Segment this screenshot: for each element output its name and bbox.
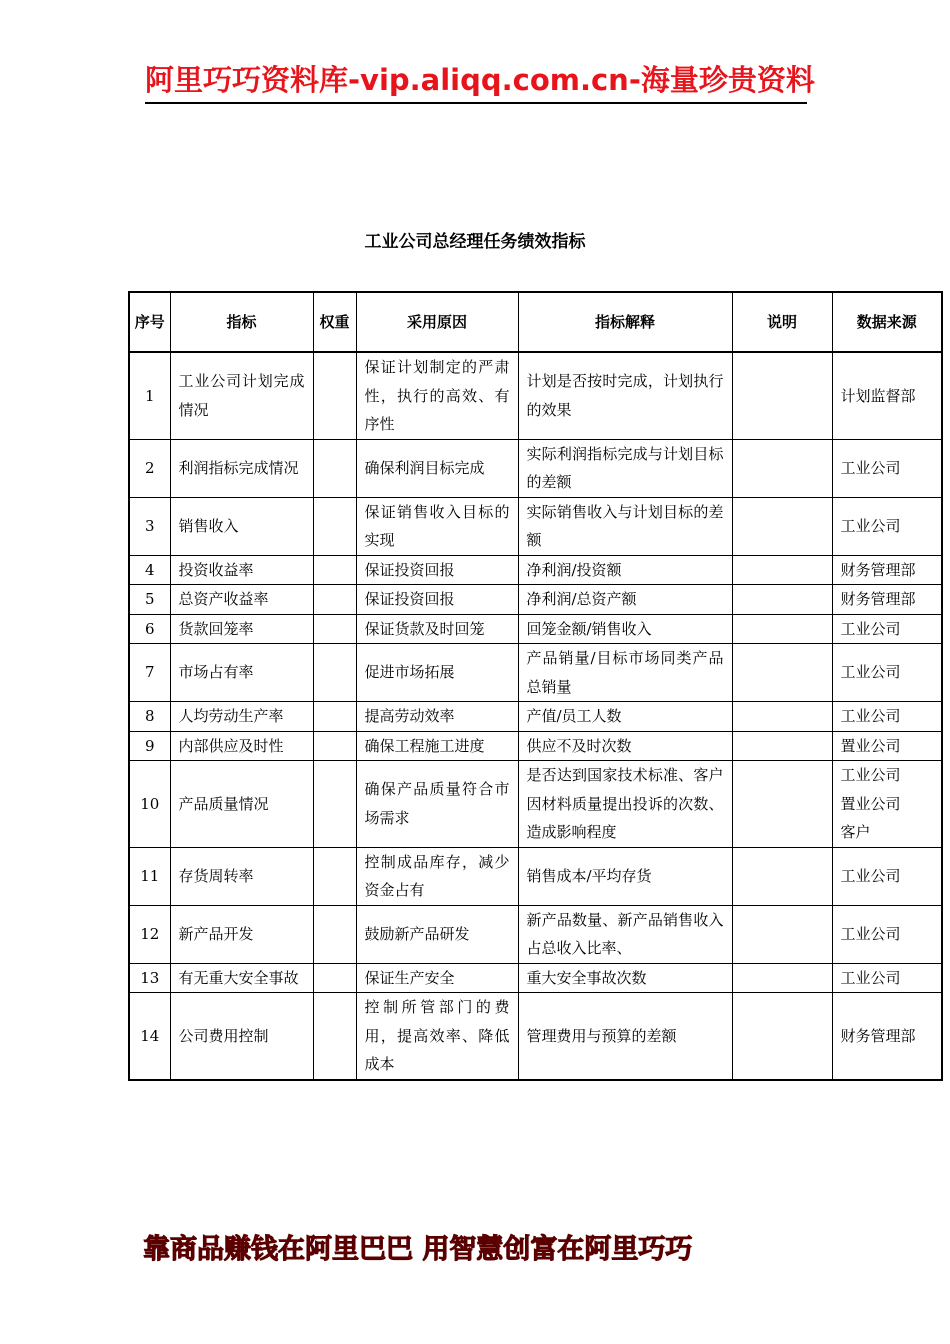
cell-note <box>732 644 832 702</box>
cell-reason: 确保工程施工进度 <box>356 731 518 761</box>
cell-source: 工业公司 <box>832 963 942 993</box>
cell-indicator: 公司费用控制 <box>170 993 313 1080</box>
cell-seq: 14 <box>129 993 170 1080</box>
kpi-table <box>128 291 943 1081</box>
cell-weight <box>313 731 356 761</box>
cell-weight <box>313 644 356 702</box>
table-row <box>129 614 942 644</box>
footer-banner: 靠商品赚钱在阿里巴巴 用智慧创富在阿里巧巧 <box>143 1234 693 1265</box>
cell-source: 工业公司 <box>832 644 942 702</box>
cell-seq: 12 <box>129 905 170 963</box>
table-row <box>129 847 942 905</box>
cell-source: 工业公司 <box>832 497 942 555</box>
cell-indicator: 有无重大安全事故 <box>170 963 313 993</box>
cell-explanation: 回笼金额/销售收入 <box>518 614 732 644</box>
table-header-row <box>129 292 942 352</box>
cell-indicator: 利润指标完成情况 <box>170 439 313 497</box>
cell-note <box>732 702 832 732</box>
cell-indicator: 销售收入 <box>170 497 313 555</box>
column-header-reason: 采用原因 <box>356 292 518 352</box>
table-body <box>129 352 942 1080</box>
cell-source: 工业公司 <box>832 702 942 732</box>
cell-reason: 促进市场拓展 <box>356 644 518 702</box>
cell-weight <box>313 439 356 497</box>
cell-weight <box>313 352 356 439</box>
cell-weight <box>313 555 356 585</box>
table-row <box>129 555 942 585</box>
cell-seq: 2 <box>129 439 170 497</box>
table-row <box>129 439 942 497</box>
table-row <box>129 644 942 702</box>
cell-reason: 保证投资回报 <box>356 585 518 615</box>
cell-seq: 9 <box>129 731 170 761</box>
cell-reason: 保证计划制定的严肃性，执行的高效、有序性 <box>356 352 518 439</box>
cell-reason: 控制所管部门的费用，提高效率、降低成本 <box>356 993 518 1080</box>
column-header-weight: 权重 <box>313 292 356 352</box>
column-header-explanation: 指标解释 <box>518 292 732 352</box>
cell-weight <box>313 905 356 963</box>
cell-source: 工业公司 <box>832 614 942 644</box>
table-row <box>129 497 942 555</box>
cell-weight <box>313 585 356 615</box>
cell-weight <box>313 993 356 1080</box>
cell-indicator: 人均劳动生产率 <box>170 702 313 732</box>
cell-explanation: 销售成本/平均存货 <box>518 847 732 905</box>
cell-weight <box>313 702 356 732</box>
cell-reason: 保证货款及时回笼 <box>356 614 518 644</box>
cell-explanation: 产品销量/目标市场同类产品总销量 <box>518 644 732 702</box>
cell-source: 工业公司 <box>832 905 942 963</box>
cell-reason: 保证投资回报 <box>356 555 518 585</box>
cell-note <box>732 905 832 963</box>
cell-indicator: 工业公司计划完成情况 <box>170 352 313 439</box>
cell-seq: 5 <box>129 585 170 615</box>
cell-source: 工业公司 <box>832 439 942 497</box>
cell-source: 工业公司 置业公司 客户 <box>832 761 942 848</box>
cell-indicator: 总资产收益率 <box>170 585 313 615</box>
cell-indicator: 内部供应及时性 <box>170 731 313 761</box>
cell-explanation: 是否达到国家技术标准、客户因材料质量提出投诉的次数、造成影响程度 <box>518 761 732 848</box>
cell-reason: 提高劳动效率 <box>356 702 518 732</box>
cell-explanation: 管理费用与预算的差额 <box>518 993 732 1080</box>
cell-note <box>732 497 832 555</box>
table-row <box>129 702 942 732</box>
cell-source: 财务管理部 <box>832 585 942 615</box>
cell-source: 财务管理部 <box>832 555 942 585</box>
cell-explanation: 净利润/投资额 <box>518 555 732 585</box>
cell-source: 计划监督部 <box>832 352 942 439</box>
cell-weight <box>313 497 356 555</box>
cell-explanation: 实际利润指标完成与计划目标的差额 <box>518 439 732 497</box>
cell-note <box>732 993 832 1080</box>
cell-weight <box>313 761 356 848</box>
cell-reason: 保证生产安全 <box>356 963 518 993</box>
cell-seq: 13 <box>129 963 170 993</box>
column-header-source: 数据来源 <box>832 292 942 352</box>
table-row <box>129 731 942 761</box>
cell-reason: 确保产品质量符合市场需求 <box>356 761 518 848</box>
cell-note <box>732 614 832 644</box>
cell-seq: 6 <box>129 614 170 644</box>
cell-weight <box>313 847 356 905</box>
cell-explanation: 净利润/总资产额 <box>518 585 732 615</box>
cell-reason: 控制成品库存，减少资金占有 <box>356 847 518 905</box>
cell-source: 工业公司 <box>832 847 942 905</box>
cell-reason: 保证销售收入目标的实现 <box>356 497 518 555</box>
cell-weight <box>313 614 356 644</box>
table-row <box>129 963 942 993</box>
cell-note <box>732 352 832 439</box>
cell-seq: 11 <box>129 847 170 905</box>
cell-indicator: 产品质量情况 <box>170 761 313 848</box>
table-row <box>129 352 942 439</box>
cell-seq: 4 <box>129 555 170 585</box>
cell-seq: 1 <box>129 352 170 439</box>
table-row <box>129 585 942 615</box>
cell-seq: 10 <box>129 761 170 848</box>
table-row <box>129 761 942 848</box>
cell-indicator: 投资收益率 <box>170 555 313 585</box>
cell-explanation: 供应不及时次数 <box>518 731 732 761</box>
cell-explanation: 计划是否按时完成，计划执行的效果 <box>518 352 732 439</box>
cell-indicator: 新产品开发 <box>170 905 313 963</box>
cell-indicator: 货款回笼率 <box>170 614 313 644</box>
cell-source: 财务管理部 <box>832 993 942 1080</box>
cell-reason: 鼓励新产品研发 <box>356 905 518 963</box>
cell-seq: 7 <box>129 644 170 702</box>
cell-explanation: 产值/员工人数 <box>518 702 732 732</box>
table-row <box>129 993 942 1080</box>
column-header-indicator: 指标 <box>170 292 313 352</box>
cell-note <box>732 963 832 993</box>
cell-note <box>732 585 832 615</box>
cell-explanation: 实际销售收入与计划目标的差额 <box>518 497 732 555</box>
cell-reason: 确保利润目标完成 <box>356 439 518 497</box>
column-header-seq: 序号 <box>129 292 170 352</box>
column-header-note: 说明 <box>732 292 832 352</box>
cell-note <box>732 761 832 848</box>
cell-seq: 8 <box>129 702 170 732</box>
cell-explanation: 新产品数量、新产品销售收入占总收入比率、 <box>518 905 732 963</box>
cell-weight <box>313 963 356 993</box>
cell-note <box>732 555 832 585</box>
cell-indicator: 市场占有率 <box>170 644 313 702</box>
cell-note <box>732 847 832 905</box>
cell-indicator: 存货周转率 <box>170 847 313 905</box>
cell-note <box>732 731 832 761</box>
table-row <box>129 905 942 963</box>
cell-seq: 3 <box>129 497 170 555</box>
cell-explanation: 重大安全事故次数 <box>518 963 732 993</box>
header-banner: 阿里巧巧资料库-vip.aliqq.com.cn-海量珍贵资料 <box>145 58 807 104</box>
cell-note <box>732 439 832 497</box>
cell-source: 置业公司 <box>832 731 942 761</box>
document-title: 工业公司总经理任务绩效指标 <box>364 232 586 252</box>
